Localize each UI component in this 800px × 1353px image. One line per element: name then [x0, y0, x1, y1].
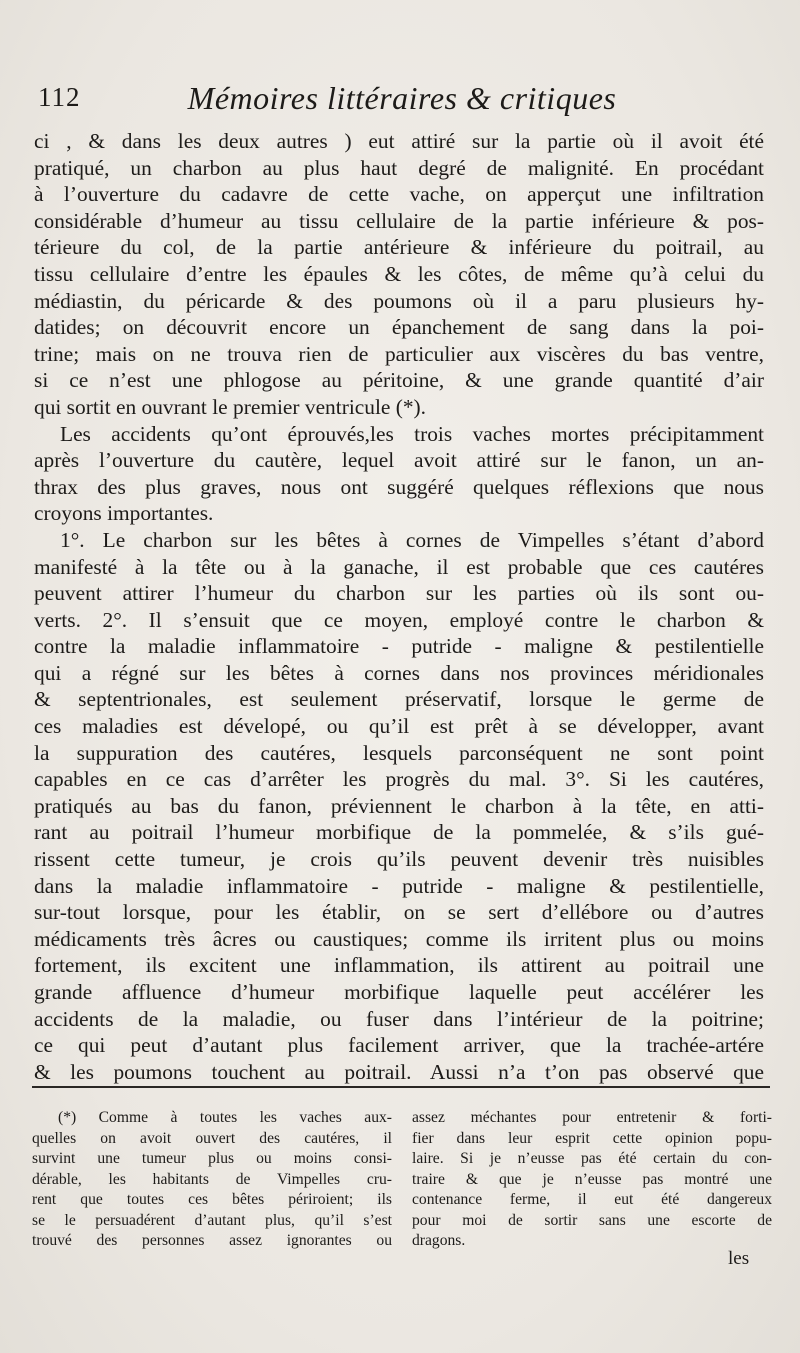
text-line: peuvent attirer l’humeur du charbon sur les parties où ils sont ou- — [34, 581, 764, 606]
text-line: fortement, ils excitent une inflammation, ils attirent au poitrail une — [34, 953, 764, 978]
text-line: médicaments très âcres ou caustiques; comme ils irritent plus ou moins — [34, 926, 764, 951]
text-line: datides; on découvrit encore un épanchement de sang dans la poi- — [34, 315, 764, 340]
text-line: accidents de la maladie, ou fuser dans l’intérieur de la poitrine; — [34, 1006, 764, 1031]
footnote-rule — [32, 1086, 770, 1088]
footnote-line: rent que toutes ces bêtes périroient; ils — [32, 1191, 392, 1208]
text-line: térieure du col, de la partie antérieure & inférieure du poitrail, au — [34, 235, 764, 260]
footnote-line: pour moi de sortir sans une escorte de — [412, 1211, 772, 1229]
text-line: Les accidents qu’ont éprouvés,les trois vaches mortes précipitamment — [60, 421, 764, 446]
text-line: ci , & dans les deux autres ) eut attiré sur la partie où il avoit été — [34, 129, 764, 153]
text-line: trine; mais on ne trouva rien de particulier aux viscères du bas ventre, — [34, 341, 764, 366]
footnote-line: (*) Comme à toutes les vaches aux- — [58, 1109, 392, 1126]
text-line: dans la maladie inflammatoire - putride - maligne & pestilentielle, — [34, 873, 764, 898]
footnote-line: contenance ferme, il eut été dangereux — [412, 1191, 772, 1208]
text-line: 1°. Le charbon sur les bêtes à cornes de Vimpelles s’étant d’abord — [60, 527, 764, 552]
text-line: rant au poitrail l’humeur morbifique de la pommelée, & s’ils gué- — [34, 820, 764, 845]
footnote-column-right — [412, 1108, 772, 1252]
catchword: les — [728, 1248, 750, 1269]
text-line: la suppuration des cautéres, lesquels parconséquent ne sont point — [34, 740, 764, 765]
footnote-column-left — [32, 1108, 392, 1252]
footnote-line: quelles on avoit ouvert des cautéres, il — [32, 1129, 392, 1147]
page-number: 112 — [38, 82, 81, 112]
text-line: ce qui peut d’autant plus facilement arriver, que la trachée-artére — [34, 1033, 764, 1058]
footnote-line: trouvé des personnes assez ignorantes ou — [32, 1232, 392, 1249]
text-line: contre la maladie inflammatoire - putride - maligne & pestilentielle — [34, 634, 764, 659]
text-line: qui a régné sur les bêtes à cornes dans nos provinces méridionales — [34, 660, 764, 685]
footnote-line: assez méchantes pour entretenir & forti- — [412, 1109, 772, 1126]
text-line: grande affluence d’humeur morbifique laquelle peut accélérer les — [34, 980, 764, 1004]
text-line: si ce n’est une phlogose au péritoine, & une grande quantité d’air — [34, 368, 764, 393]
text-line: manifesté à la tête ou à la ganache, il est probable que ces cautéres — [34, 554, 764, 579]
footnote — [32, 1108, 772, 1249]
text-line: thrax des plus graves, nous ont suggéré quelques réflexions que nous — [34, 474, 764, 499]
footnote-line: dragons. — [412, 1232, 466, 1249]
text-line: croyons importantes. — [34, 501, 214, 526]
text-line: qui sortit en ouvrant le premier ventricule (*). — [34, 394, 427, 419]
text-line: sur-tout lorsque, pour les établir, on se sert d’ellébore ou d’autres — [34, 900, 764, 925]
text-line: à l’ouverture du cadavre de cette vache, on apperçut une infiltration — [34, 182, 764, 207]
text-line: capables en ce cas d’arrêter les progrès du mal. 3°. Si les cautéres, — [34, 767, 764, 792]
text-line: ces maladies est dévelopé, ou qu’il est prêt à se développer, avant — [34, 714, 764, 739]
footnote-line: se le persuadérent d’autant plus, qu’il s’est — [32, 1211, 392, 1229]
footnote-line: laire. Si je n’eusse pas été certain du con- — [412, 1150, 772, 1167]
running-title: Mémoires littéraires & critiques — [187, 80, 617, 116]
text-line: & les poumons touchent au poitrail. Aussi n’a t’on pas observé que — [34, 1059, 764, 1084]
footnote-line: traire & que je n’eusse pas montré une — [412, 1170, 772, 1188]
text-line: tissu cellulaire d’entre les épaules & les côtes, de même qu’à celui du — [34, 261, 764, 286]
page-header — [38, 80, 766, 130]
footnote-line: dérable, les habitants de Vimpelles cru- — [32, 1170, 392, 1188]
body-text — [34, 128, 764, 1085]
text-line: pratiqué, un charbon au plus haut degré de malignité. En procédant — [34, 155, 764, 180]
text-line: pratiqués au bas du fanon, préviennent le charbon à la tête, en atti- — [34, 793, 764, 818]
text-line: après l’ouverture du cautère, lequel avoit attiré sur le fanon, un an- — [34, 448, 764, 473]
text-line: considérable d’humeur au tissu cellulaire de la partie inférieure & pos- — [34, 208, 764, 233]
text-line: médiastin, du péricarde & des poumons où il a paru plusieurs hy- — [34, 288, 764, 313]
footnote-line: survint une tumeur plus ou moins consi- — [32, 1150, 392, 1167]
footnote-line: fier dans leur esprit cette opinion popu- — [412, 1129, 772, 1147]
text-line: & septentrionales, est seulement préservatif, lorsque le germe de — [34, 687, 764, 712]
text-line: verts. 2°. Il s’ensuit que ce moyen, employé contre le charbon & — [34, 607, 764, 632]
text-line: rissent cette tumeur, je crois qu’ils peuvent devenir très nuisibles — [34, 847, 764, 872]
